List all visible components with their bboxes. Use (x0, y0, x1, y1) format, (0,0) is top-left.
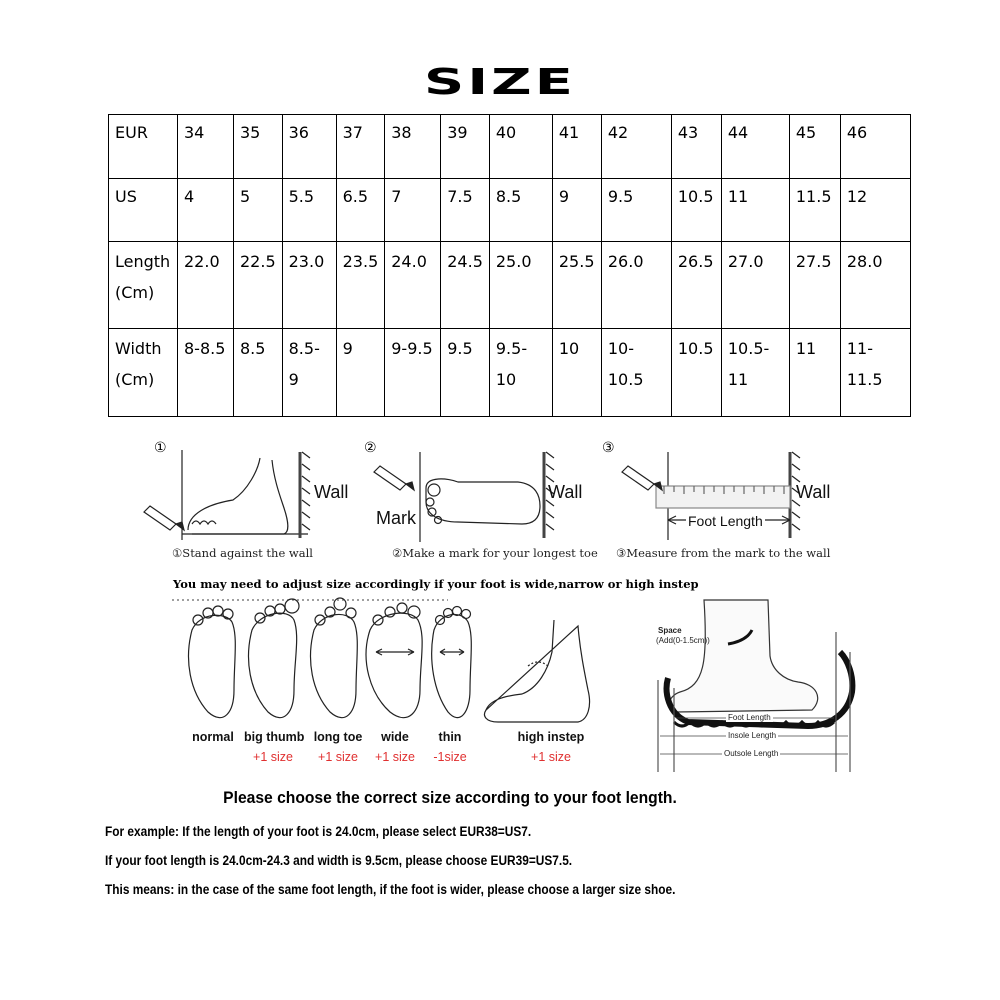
step1-illustration (144, 450, 310, 540)
size-adjust-label: +1 size (375, 750, 415, 764)
size-adjust-label: +1 size (253, 750, 293, 764)
table-cell: 23.0 (282, 242, 336, 329)
table-cell: 8.5 (489, 179, 552, 242)
step-number: ① (154, 440, 167, 456)
table-cell: 9.5 (601, 179, 671, 242)
table-cell: 45 (789, 115, 840, 179)
table-cell: 25.5 (552, 242, 601, 329)
foot-type-label: normal (192, 730, 234, 744)
instruction-line: This means: in the case of the same foot length, if the foot is wider, please choose a larger size shoe. (105, 882, 676, 897)
table-row (109, 329, 911, 417)
table-cell: 4 (178, 179, 234, 242)
table-cell: 7.5 (441, 179, 490, 242)
row-label-eur: EUR (109, 115, 178, 179)
step-number: ③ (602, 440, 615, 456)
step-number: ② (364, 440, 377, 456)
size-adjust-label: +1 size (318, 750, 358, 764)
table-cell: 44 (721, 115, 789, 179)
table-cell: 10 (552, 329, 601, 417)
table-cell: 22.0 (178, 242, 234, 329)
table-cell: 28.0 (840, 242, 910, 329)
wall-label: Wall (548, 482, 583, 502)
foot-type-label: wide (381, 730, 409, 744)
table-cell: 25.0 (489, 242, 552, 329)
table-cell: 9-9.5 (385, 329, 441, 417)
table-cell: 22.5 (234, 242, 283, 329)
table-cell: 11.5 (789, 179, 840, 242)
table-cell: 46 (840, 115, 910, 179)
row-label-width: Width (Cm) (109, 329, 178, 417)
table-cell: 41 (552, 115, 601, 179)
table-cell: 5.5 (282, 179, 336, 242)
table-cell: 9 (552, 179, 601, 242)
size-adjust-label: +1 size (531, 750, 571, 764)
instructions-headline: Please choose the correct size according to your foot length. (223, 788, 677, 807)
table-cell: 42 (601, 115, 671, 179)
table-cell: 11-11.5 (840, 329, 910, 417)
foot-thin (432, 607, 472, 718)
foot-type-label: thin (438, 730, 462, 744)
table-cell: 6.5 (336, 179, 385, 242)
table-cell: 24.0 (385, 242, 441, 329)
table-cell: 9.5-10 (489, 329, 552, 417)
table-cell: 37 (336, 115, 385, 179)
table-cell: 26.5 (671, 242, 721, 329)
table-cell: 26.0 (601, 242, 671, 329)
step3-caption: ③Measure from the mark to the wall (616, 546, 831, 560)
size-adjust-label: -1size (433, 750, 467, 764)
foot-length-dimension: Foot Length (728, 713, 771, 722)
table-cell: 38 (385, 115, 441, 179)
table-row (109, 242, 911, 329)
table-cell: 39 (441, 115, 490, 179)
table-cell: 10.5 (671, 179, 721, 242)
foot-normal (189, 606, 236, 718)
wall-label: Wall (796, 482, 831, 502)
instruction-line: For example: If the length of your foot is 24.0cm, please select EUR38=US7. (105, 824, 532, 839)
table-cell: 36 (282, 115, 336, 179)
table-cell: 27.0 (721, 242, 789, 329)
table-cell: 10-10.5 (601, 329, 671, 417)
table-cell: 9.5 (441, 329, 490, 417)
measurement-guide (108, 430, 860, 772)
foot-type-label: long toe (313, 730, 363, 744)
table-cell: 9 (336, 329, 385, 417)
table-cell: 11 (789, 329, 840, 417)
table-cell: 27.5 (789, 242, 840, 329)
table-cell: 5 (234, 179, 283, 242)
foot-length-label: Foot Length (688, 513, 763, 529)
table-cell: 12 (840, 179, 910, 242)
foot-type-label: high instep (517, 730, 585, 744)
table-cell: 7 (385, 179, 441, 242)
table-row (109, 179, 911, 242)
adjust-note: You may need to adjust size accordingly if your foot is wide,narrow or high instep (173, 577, 699, 591)
table-cell: 34 (178, 115, 234, 179)
foot-wide (366, 603, 422, 718)
insole-length-dimension: Insole Length (728, 731, 777, 740)
foot-type-label: big thumb (244, 730, 305, 744)
table-cell: 8-8.5 (178, 329, 234, 417)
table-cell: 10.5-11 (721, 329, 789, 417)
table-cell: 11 (721, 179, 789, 242)
size-chart-table (108, 114, 911, 417)
page-title: SIZE (424, 62, 576, 103)
table-cell: 23.5 (336, 242, 385, 329)
table-cell: 10.5 (671, 329, 721, 417)
table-cell: 43 (671, 115, 721, 179)
wall-label: Wall (314, 482, 349, 502)
step1-caption: ①Stand against the wall (172, 546, 313, 560)
table-cell: 8.5-9 (282, 329, 336, 417)
table-cell: 8.5 (234, 329, 283, 417)
foot-big-thumb (249, 599, 299, 718)
instruction-line: If your foot length is 24.0cm-24.3 and width is 9.5cm, please choose EUR39=US7.5. (105, 853, 573, 868)
row-label-length: Length (Cm) (109, 242, 178, 329)
foot-high-instep (485, 620, 590, 722)
table-cell: 35 (234, 115, 283, 179)
foot-long-toe (311, 598, 358, 718)
mark-label: Mark (376, 508, 416, 528)
table-row (109, 115, 911, 179)
outsole-length-dimension: Outsole Length (724, 749, 779, 758)
space-detail: (Add(0-1.5cm)) (656, 636, 710, 645)
step2-caption: ②Make a mark for your longest toe (392, 546, 598, 560)
space-label: Space (658, 626, 682, 635)
row-label-us: US (109, 179, 178, 242)
table-cell: 24.5 (441, 242, 490, 329)
table-cell: 40 (489, 115, 552, 179)
